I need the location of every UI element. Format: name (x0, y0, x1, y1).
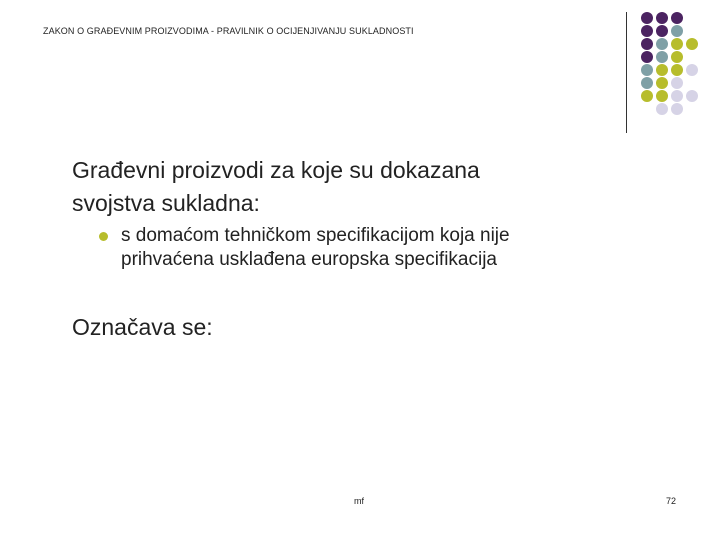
decorative-dot (656, 12, 668, 24)
bullet-line-1: s domaćom tehničkom specifikacijom koja nije (121, 225, 510, 246)
divider-line (626, 12, 627, 133)
decorative-dot (671, 64, 683, 76)
bullet-text (121, 224, 641, 272)
decorative-dot (671, 77, 683, 89)
title-line-1: Građevni proizvodi za koje su dokazana (72, 157, 480, 183)
decorative-dot (656, 103, 668, 115)
decorative-dot (656, 25, 668, 37)
footer-author: mf (354, 496, 364, 506)
decorative-dot (656, 38, 668, 50)
decorative-dot (641, 77, 653, 89)
decorative-dot (671, 51, 683, 63)
decorative-dot-grid (637, 8, 720, 118)
decorative-dot (656, 90, 668, 102)
decorative-dot (641, 25, 653, 37)
slide-title (72, 154, 480, 220)
decorative-dot (671, 12, 683, 24)
title-line-2: svojstva sukladna: (72, 190, 260, 216)
decorative-dot (686, 90, 698, 102)
oznacava-heading: Označava se: (72, 314, 213, 340)
page-number: 72 (666, 496, 677, 506)
decorative-dot (671, 25, 683, 37)
bullet-dot-icon (99, 232, 108, 241)
decorative-dot (656, 51, 668, 63)
decorative-dot (641, 90, 653, 102)
decorative-dot (671, 38, 683, 50)
decorative-dot (641, 38, 653, 50)
slide-header: ZAKON O GRAĐEVNIM PROIZVODIMA - PRAVILNIK O OCIJENJIVANJU SUKLADNOSTI (43, 26, 414, 36)
bullet-line-2: prihvaćena usklađena europska specifikacija (121, 249, 498, 270)
decorative-dot (686, 64, 698, 76)
decorative-dot (641, 12, 653, 24)
decorative-dot (641, 51, 653, 63)
decorative-dot (671, 90, 683, 102)
decorative-dot (656, 77, 668, 89)
decorative-dot (686, 38, 698, 50)
decorative-dot (671, 103, 683, 115)
decorative-dot (641, 64, 653, 76)
decorative-dot (656, 64, 668, 76)
